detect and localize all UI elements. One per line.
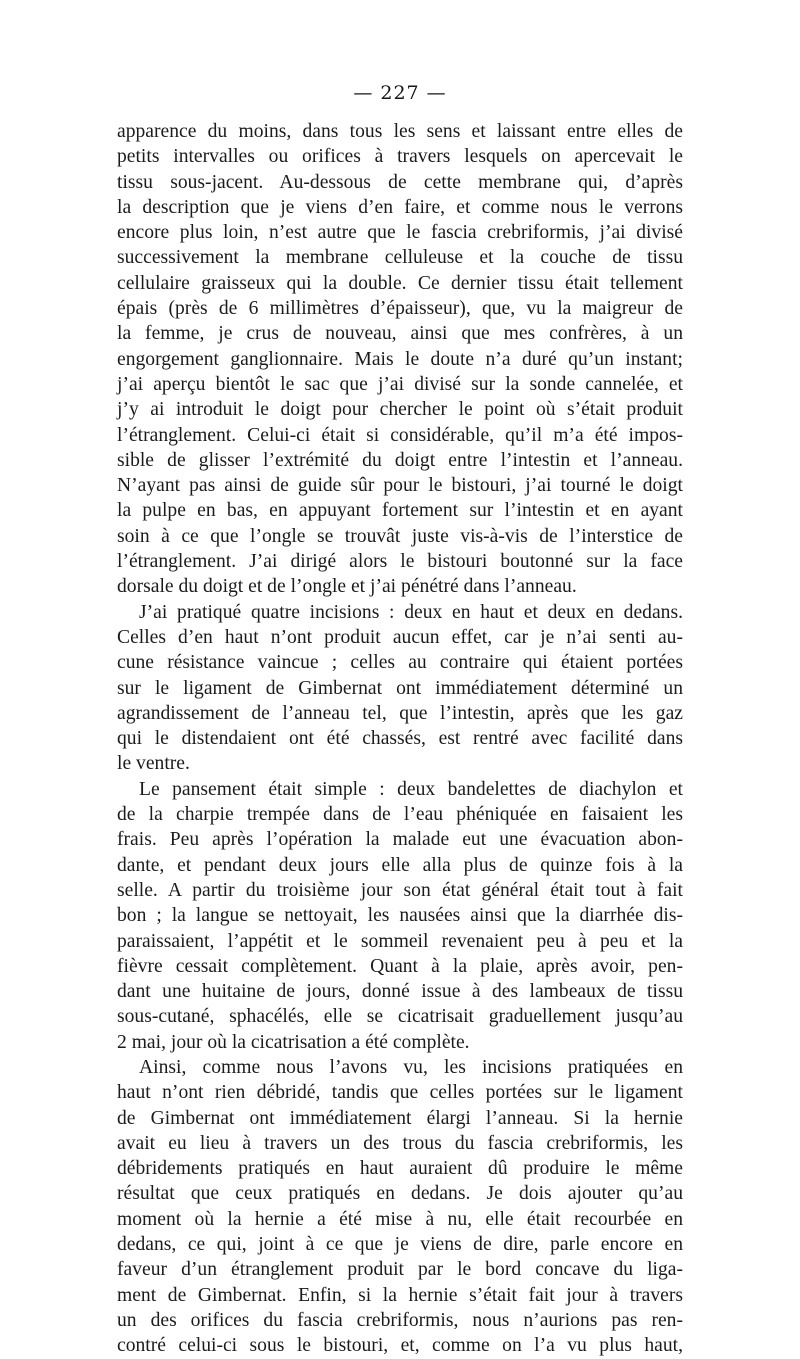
text-line: tissu sous-jacent. Au-dessous de cette membrane qui, d’après [117, 171, 683, 193]
text-line: cune résistance vaincue ; celles au contraire qui étaient portées [117, 652, 683, 674]
text-line: frais. Peu après l’opération la malade eut une évacuation abon- [117, 829, 683, 851]
text-line: soin à ce que l’ongle se trouvât juste vis-à-vis de l’interstice de [117, 525, 683, 547]
text-line: faveur d’un étranglement produit par le bord concave du liga- [117, 1259, 683, 1281]
text-line: Celles d’en haut n’ont produit aucun effet, car je n’ai senti au- [117, 626, 683, 648]
body-text [117, 119, 683, 1359]
text-line: l’étranglement. J’ai dirigé alors le bistouri boutonné sur la face [117, 551, 683, 573]
text-line: dedans, ce qui, joint à ce que je viens de dire, parle encore en [117, 1234, 683, 1256]
text-line: la femme, je crus de nouveau, ainsi que mes confrères, à un [117, 323, 683, 345]
text-line: encore plus loin, n’est autre que le fascia crebriformis, j’ai divisé [117, 222, 683, 244]
text-line: un des orifices du fascia crebriformis, nous n’aurions pas ren- [117, 1309, 683, 1331]
text-line: le ventre. [117, 753, 190, 775]
text-line: apparence du moins, dans tous les sens et laissant entre elles de [117, 121, 683, 142]
text-line: selle. A partir du troisième jour son état général était tout à fait [117, 879, 683, 901]
text-line: débridements pratiqués en haut auraient dû produire le même [117, 1158, 683, 1180]
text-line: sous-cutané, sphacélés, elle se cicatrisait graduellement jusqu’au [117, 1006, 683, 1028]
text-line: petits intervalles ou orifices à travers lesquels on apercevait le [117, 146, 683, 168]
text-line: paraissaient, l’appétit et le sommeil revenaient peu à peu et la [117, 930, 683, 952]
text-line: 2 mai, jour où la cicatrisation a été complète. [117, 1031, 470, 1053]
page-number: — 227 — [353, 82, 447, 104]
text-line: moment où la hernie a été mise à nu, elle était recourbée en [117, 1208, 683, 1230]
text-line: j’ai aperçu bientôt le sac que j’ai divisé sur la sonde cannelée, et [117, 373, 683, 395]
text-line: cellulaire graisseux qui la double. Ce dernier tissu était tellement [117, 272, 683, 294]
text-line: agrandissement de l’anneau tel, que l’intestin, après que les gaz [117, 702, 683, 724]
text-line: de la charpie trempée dans de l’eau phéniquée en faisaient les [117, 804, 683, 826]
text-line: la pulpe en bas, en appuyant fortement sur l’intestin et en ayant [117, 500, 683, 522]
text-line: ment de Gimbernat. Enfin, si la hernie s’était fait jour à travers [117, 1284, 683, 1306]
text-line: Ainsi, comme nous l’avons vu, les incisions pratiquées en [139, 1056, 683, 1078]
text-line: résultat que ceux pratiqués en dedans. Je dois ajouter qu’au [117, 1183, 683, 1205]
text-line: N’ayant pas ainsi de guide sûr pour le bistouri, j’ai tourné le doigt [117, 475, 683, 497]
text-line: bon ; la langue se nettoyait, les nausées ainsi que la diarrhée dis- [117, 905, 683, 927]
text-line: J’ai pratiqué quatre incisions : deux en haut et deux en dedans. [139, 601, 683, 623]
text-line: épais (près de 6 millimètres d’épaisseur), que, vu la maigreur de [117, 298, 683, 320]
text-line: dante, et pendant deux jours elle alla plus de quinze fois à la [117, 854, 683, 876]
text-line: engorgement ganglionnaire. Mais le doute n’a duré qu’un instant; [117, 348, 683, 370]
text-line: fièvre cessait complètement. Quant à la plaie, après avoir, pen- [117, 955, 683, 977]
text-line: dant une huitaine de jours, donné issue à des lambeaux de tissu [117, 981, 683, 1003]
text-line: sible de glisser l’extrémité du doigt entre l’intestin et l’anneau. [117, 449, 683, 471]
text-line: de Gimbernat ont immédiatement élargi l’anneau. Si la hernie [117, 1107, 683, 1129]
text-line: j’y ai introduit le doigt pour chercher le point où s’était produit [117, 399, 683, 421]
text-line: qui le distendaient ont été chassés, est rentré avec facilité dans [117, 728, 683, 750]
text-line: la description que je viens d’en faire, et comme nous le verrons [117, 196, 683, 218]
text-line: l’étranglement. Celui-ci était si considérable, qu’il m’a été impos- [117, 424, 683, 446]
text-line: avait eu lieu à travers un des trous du fascia crebriformis, les [117, 1132, 683, 1154]
text-line: dorsale du doigt et de l’ongle et j’ai pénétré dans l’anneau. [117, 576, 577, 598]
text-line: contré celui-ci sous le bistouri, et, comme on l’a vu plus haut, [117, 1335, 683, 1357]
text-line: haut n’ont rien débridé, tandis que celles portées sur le ligament [117, 1082, 683, 1104]
text-line: sur le ligament de Gimbernat ont immédiatement déterminé un [117, 677, 683, 699]
text-line: successivement la membrane celluleuse et la couche de tissu [117, 247, 683, 269]
text-line: Le pansement était simple : deux bandelettes de diachylon et [139, 778, 683, 800]
